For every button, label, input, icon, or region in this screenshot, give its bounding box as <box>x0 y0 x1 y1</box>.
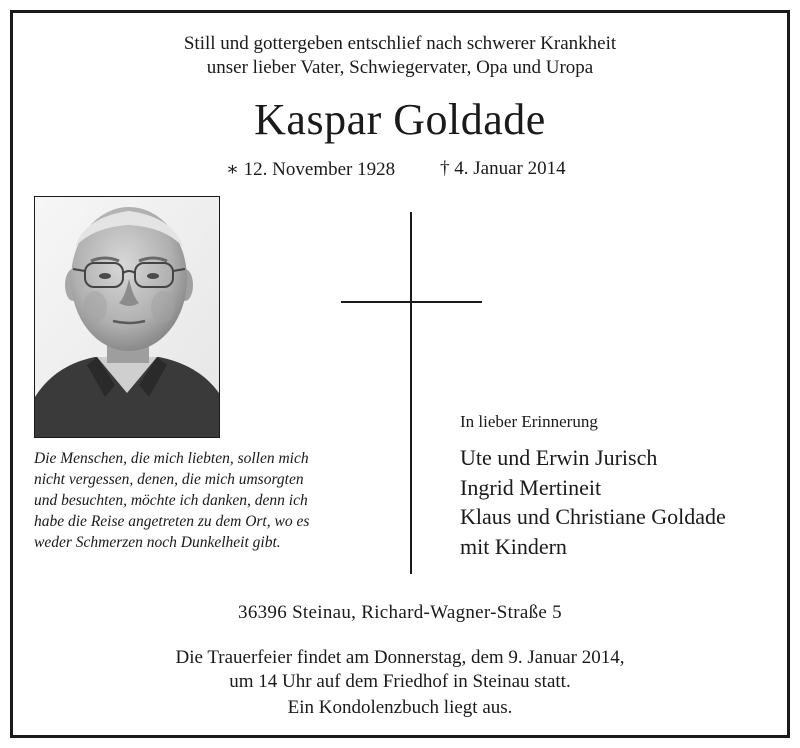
cross-vertical-bar <box>410 212 412 574</box>
portrait-photo <box>34 196 220 438</box>
quote-line: und besuchten, möchte ich danken, denn ich <box>34 492 308 509</box>
quote-line: nicht vergessen, denen, die mich umsorgten <box>34 471 304 488</box>
quote-line: habe die Reise angetreten zu dem Ort, wo es <box>34 513 310 530</box>
quote-line: Die Menschen, die mich liebten, sollen mich <box>34 450 309 467</box>
mourner-name: mit Kindern <box>460 533 567 559</box>
cross-horizontal-bar <box>341 301 482 303</box>
intro-line-1: Still und gottergeben entschlief nach schwerer Krankheit <box>183 33 617 54</box>
mourner-name: Klaus und Christiane Goldade <box>460 504 726 529</box>
mourner-name: Ute und Erwin Jurisch <box>460 445 658 470</box>
intro-line-2: unser lieber Vater, Schwiegervater, Opa und Uropa <box>206 57 594 78</box>
quote-line: weder Schmerzen noch Dunkelheit gibt. <box>34 534 281 551</box>
birth-date: ∗ 12. November 1928 <box>226 159 396 180</box>
service-line-2: um 14 Uhr auf dem Friedhof in Steinau statt. <box>229 671 571 692</box>
memorial-quote <box>34 448 364 553</box>
intro-text <box>0 32 800 80</box>
death-date: † 4. Januar 2014 <box>440 158 566 179</box>
deceased-name: Kaspar Goldade <box>254 95 546 144</box>
mourners-label: In lieber Erinnerung <box>460 412 598 431</box>
mourner-name: Ingrid Mertineit <box>460 474 602 500</box>
portrait-image <box>35 197 219 437</box>
family-address: 36396 Steinau, Richard-Wagner-Straße 5 <box>238 602 562 623</box>
service-info <box>0 646 800 720</box>
service-line-3: Ein Kondolenzbuch liegt aus. <box>287 697 513 718</box>
service-line-1: Die Trauerfeier findet am Donnerstag, dem 9. Januar 2014, <box>175 647 625 668</box>
mourners-list <box>460 443 726 561</box>
